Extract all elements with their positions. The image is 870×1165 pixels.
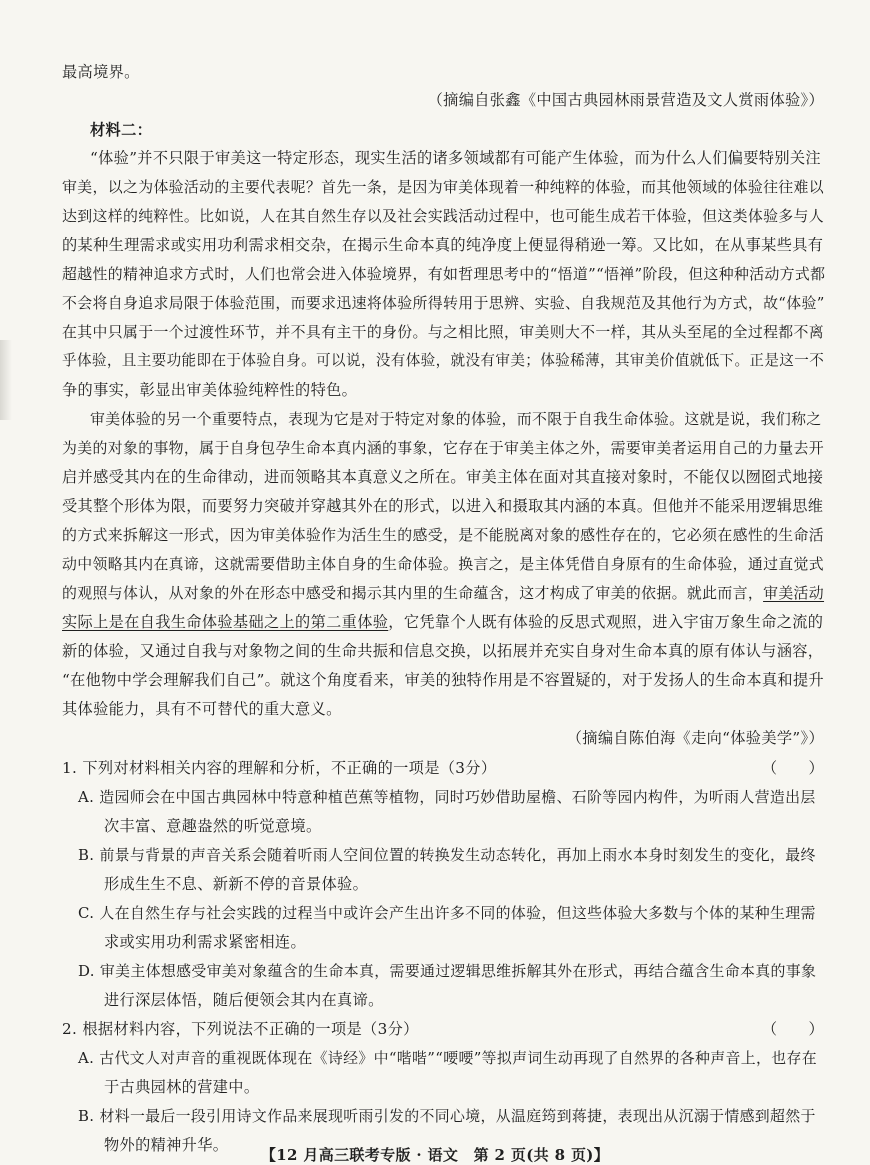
question-text: 1. 下列对材料相关内容的理解和分析，不正确的一项是（3分） — [62, 759, 497, 777]
text-line: 新的体验，又通过自我与对象物之间的生命共振和信息交换，以拓展并充实自身对生命本真的原有体认与涵容， — [62, 642, 824, 660]
text-line — [62, 612, 824, 632]
text-line: “在他物中学会理解我们自己”。就这个角度看来，审美的独特作用是不容置疑的，对于发扬人的生命本真和提升 — [62, 671, 825, 689]
text-line: 不会将自身追求局限于体验范围，而要求迅速将体验所得转用于思辨、实验、自我规范及其他行为方式，故“体验” — [62, 294, 825, 312]
text-line: 的方式来拆解这一形式，因为审美体验作为活生生的感受，是不能脱离对象的感性存在的，它必须在感性的生命活 — [62, 526, 825, 544]
text-line: 其体验能力，具有不可替代的重大意义。 — [62, 700, 342, 718]
section-heading: 材料二： — [90, 121, 153, 139]
text-line: 达到这样的纯粹性。比如说，人在其自然生存以及社会实践活动过程中，也可能生成若干体验，但这类体验多与人 — [62, 207, 825, 225]
text-line: 审美，以之为体验活动的主要代表呢？首先一条，是因为审美体现着一种纯粹的体验，而其他领域的体验往往难以 — [62, 178, 825, 196]
source-citation: （摘编自张鑫《中国古典园林雨景营造及文人赏雨体验》） — [427, 91, 824, 109]
option-a: A. 古代文人对声音的重视既体现在《诗经》中“喈喈”“喓喓”等拟声词生动再现了自然界的各种声音上，也存在 — [78, 1049, 817, 1067]
text-line: 启并感受其内在的生命律动，进而领略其本真意义之所在。审美主体在面对其直接对象时，不能仅以囫囵式地接 — [62, 468, 824, 486]
text-segment: ，它凭靠个人既有体验的反思式观照，进入宇宙万象生命之流的 — [388, 613, 824, 631]
source-citation: （摘编自陈伯海《走向“体验美学”》） — [566, 729, 824, 747]
text-line: “体验”并不只限于审美这一特定形态，现实生活的诸多领域都有可能产生体验，而为什么人们偏要特别关注 — [90, 149, 821, 167]
option-a: A. 造园师会在中国古典园林中特意种植芭蕉等植物，同时巧妙借助屋檐、石阶等园内构件，为听雨人营造出层 — [78, 788, 816, 806]
text-line: 动中领略其内在真谛，这就需要借助主体自身的生命体验。换言之，是主体凭借自身原有的生命体验，通过直觉式 — [62, 555, 825, 573]
text-line: 争的事实，彰显出审美体验纯粹性的特色。 — [62, 381, 358, 399]
text-line: 审美体验的另一个重要特点，表现为它是对于特定对象的体验，而不限于自我生命体验。这就是说，我们称之 — [90, 410, 822, 428]
option-d: D. 审美主体想感受审美对象蕴含的生命本真，需要通过逻辑思维拆解其外在形式，再结合蕴含生命本真的事象 — [78, 962, 817, 980]
text-segment: 的观照与体认，从对象的外在形态中感受和揭示其内里的生命蕴含，这才构成了审美的依据。就此而言， — [62, 584, 764, 602]
text-line: 超越性的精神追求方式时，人们也常会进入体验境界，有如哲理思考中的“悟道”“悟禅”阶段，但这种种活动方式都 — [62, 265, 826, 283]
answer-blank: （ ） — [761, 759, 824, 777]
text-line: 的某种生理需求或实用功利需求相交杂，在揭示生命本真的纯净度上便显得稍逊一筹。又比如，在从事某些具有 — [62, 236, 824, 254]
underlined-text: 实际上是在自我生命体验基础之上的第二重体验 — [62, 613, 389, 631]
text-line: 乎体验，且主要功能即在于体验自身。可以说，没有体验，就没有审美；体验稀薄，其审美价值就低下。正是这一不 — [62, 352, 825, 369]
text-line: 最高境界。 — [62, 63, 140, 81]
page-footer: 【12 月高三联考专版 · 语文 第 2 页(共 8 页)】 — [260, 1146, 610, 1164]
text-line: 受其整个形体为限，而要努力突破并穿越其外在的形式，以进入和摄取其内涵的本真。但他并不能采用逻辑思维 — [62, 497, 824, 515]
scan-edge-shadow — [0, 340, 12, 420]
option-b: B. 前景与背景的声音关系会随着听雨人空间位置的转换发生动态转化，再加上雨水本身时刻发生的变化，最终 — [78, 846, 816, 864]
question-stem-1 — [62, 758, 824, 778]
option-b: B. 材料一最后一段引用诗文作品来展现听雨引发的不同心境，从温庭筠到蒋捷，表现出从沉溺于情感到超然于 — [78, 1107, 816, 1125]
text-line: 在其中只属于一个过渡性环节，并不具有主干的身份。与之相比照，审美则大不一样，其从头至尾的全过程都不离 — [62, 323, 825, 341]
answer-blank: （ ） — [761, 1020, 824, 1038]
text-line — [62, 583, 824, 603]
text-line: 为美的对象的事物，属于自身包孕生命本真内涵的事象，它存在于审美主体之外，需要审美者运用自己的力量去开 — [62, 439, 825, 457]
option-continuation: 求或实用功利需求紧密相连。 — [104, 933, 306, 951]
option-continuation: 次丰富、意趣盎然的听觉意境。 — [104, 817, 322, 835]
underlined-text: 审美活动 — [763, 584, 825, 602]
question-stem-2 — [62, 1019, 824, 1039]
option-continuation: 物外的精神升华。 — [104, 1136, 229, 1154]
option-continuation: 进行深层体悟，随后便领会其内在真谛。 — [104, 991, 384, 1009]
option-c: C. 人在自然生存与社会实践的过程当中或许会产生出许多不同的体验，但这些体验大多数与个体的某种生理需 — [78, 904, 816, 922]
question-text: 2. 根据材料内容，下列说法不正确的一项是（3分） — [62, 1020, 419, 1038]
option-continuation: 于古典园林的营建中。 — [104, 1078, 260, 1096]
option-continuation: 形成生生不息、新新不停的音景体验。 — [104, 875, 369, 893]
